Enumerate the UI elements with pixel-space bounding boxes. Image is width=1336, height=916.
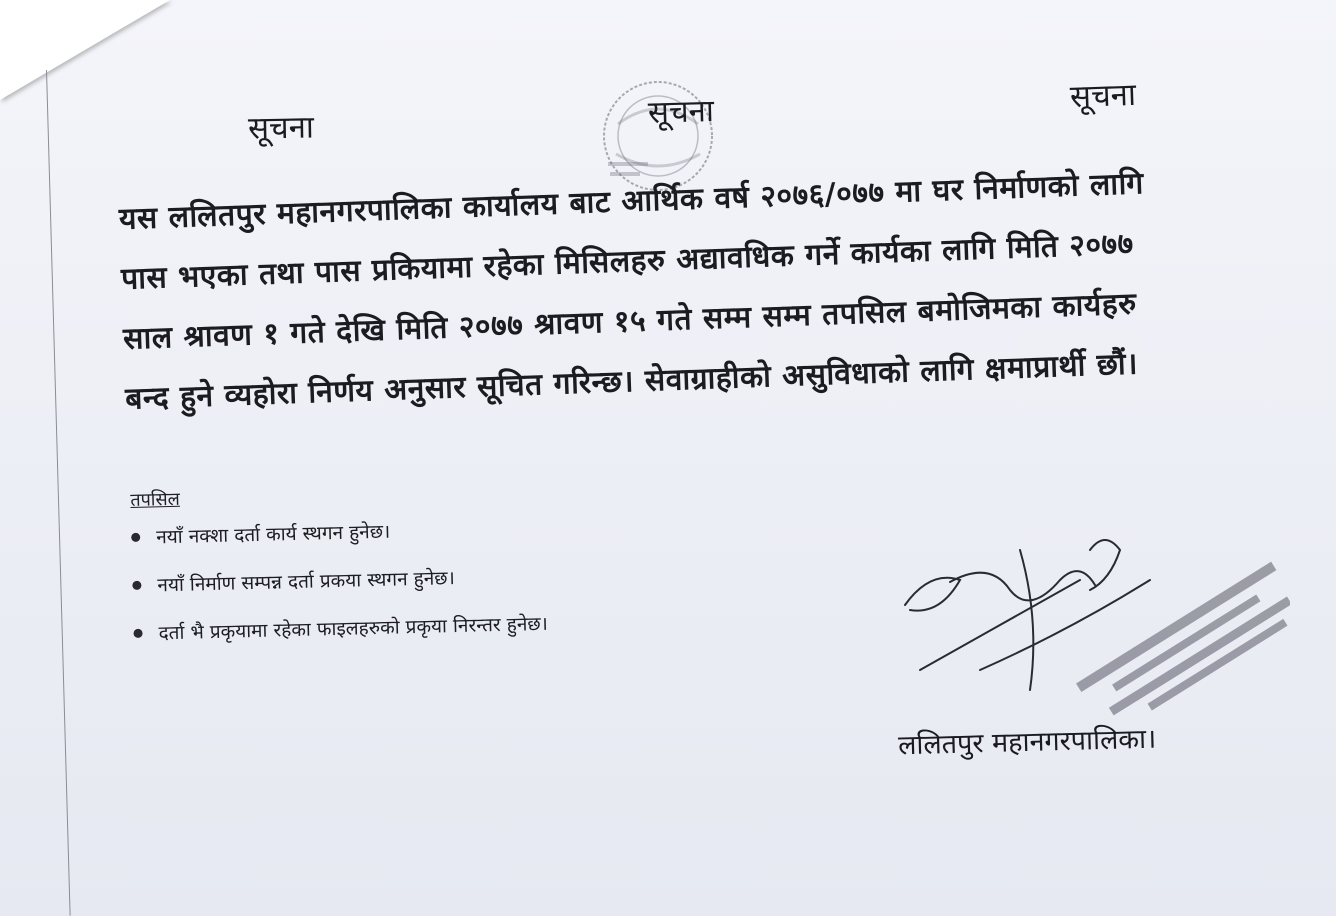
detail-item-text: दर्ता भै प्रकृयामा रहेका फाइलहरुको प्रकृया निरन्तर हुनेछ।	[158, 612, 549, 645]
notice-heading-left: सूचना	[247, 109, 315, 147]
bullet-icon	[131, 532, 140, 541]
details-heading: तपसिल	[130, 488, 181, 511]
details-section	[130, 478, 549, 668]
bullet-icon	[132, 580, 141, 589]
notice-body-line: पास भएका तथा पास प्रकियामा रहेका मिसिलहरु अद्यावधिक गर्ने कार्यका लागि मिति २०७७	[120, 226, 1135, 297]
detail-list-item	[133, 610, 548, 646]
margin-line	[46, 70, 71, 916]
signature-with-stamp	[890, 520, 1290, 720]
notice-heading-middle: सूचना	[647, 93, 715, 131]
detail-list-item	[131, 514, 546, 550]
notice-body-line: साल श्रावण १ गते देखि मिति २०७७ श्रावण १५ गते सम्म सम्म तपसिल बमोजिमका कार्यहरु	[122, 286, 1138, 357]
detail-item-text: नयाँ नक्शा दर्ता कार्य स्थगन हुनेछ।	[155, 520, 391, 549]
bullet-icon	[133, 628, 142, 637]
issuing-organization: ललितपुर महानगरपालिका।	[897, 723, 1157, 762]
notice-heading-right: सूचना	[1069, 76, 1137, 116]
detail-item-text: नयाँ निर्माण सम्पन्न दर्ता प्रकया स्थगन हुनेछ।	[157, 567, 456, 597]
notice-body	[118, 149, 1306, 430]
folded-corner	[0, 0, 170, 100]
notice-body-line: बन्द हुने व्यहोरा निर्णय अनुसार सूचित गरिन्छ। सेवाग्राहीको असुविधाको लागि क्षमाप्रार्थी छौं।	[124, 346, 1139, 417]
notice-body-line: यस ललितपुर महानगरपालिका कार्यालय बाट आर्थिक वर्ष २०७६/०७७ मा घर निर्माणको लागि	[118, 166, 1145, 237]
detail-list-item	[132, 562, 547, 598]
